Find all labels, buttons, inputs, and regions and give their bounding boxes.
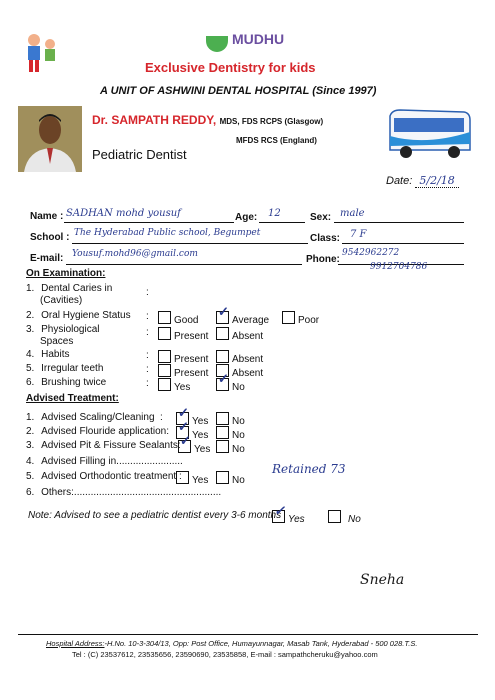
class-label: Class:	[310, 233, 341, 244]
exam-num: 6.	[26, 377, 35, 388]
checkbox[interactable]	[176, 471, 189, 484]
option-label: Good	[174, 315, 199, 326]
exam-label: Dental Caries in	[41, 283, 113, 294]
checkbox[interactable]	[216, 412, 229, 425]
option-label: Absent	[232, 368, 264, 379]
option-label: No	[232, 416, 245, 427]
checkbox-checked[interactable]	[178, 440, 191, 453]
treatment-item-5	[26, 471, 182, 483]
exam-num: 4.	[26, 349, 35, 360]
option-label: Present	[174, 354, 209, 365]
school-label: School :	[30, 232, 70, 243]
treatment-label: Advised Scaling/Cleaning	[41, 412, 155, 423]
brushing-no[interactable]	[216, 378, 245, 394]
recommendation-note	[28, 510, 281, 522]
option-label: Yes	[194, 444, 211, 455]
option-label: Poor	[298, 315, 320, 326]
footer-contact: Tel : (C) 23537612, 23535656, 23590690, 23535858, E-mail : sampathcheruku@yahoo.com	[72, 650, 378, 659]
email-label: E-mail:	[30, 253, 64, 264]
checkbox[interactable]	[282, 311, 295, 324]
bus-icon	[386, 106, 472, 160]
checkbox[interactable]	[216, 350, 229, 363]
checkbox[interactable]	[216, 471, 229, 484]
date-label: Date:	[386, 175, 413, 187]
option-label: Absent	[232, 331, 264, 342]
checkbox[interactable]	[328, 510, 341, 523]
specialty: Pediatric Dentist	[92, 147, 187, 162]
treatment-item-1	[26, 412, 155, 424]
option-label: Yes	[192, 475, 209, 486]
exam-item-3	[26, 324, 100, 336]
option-label: Present	[174, 331, 209, 342]
unit-title: A UNIT OF ASHWINI DENTAL HOSPITAL (Since 1997)	[100, 85, 377, 97]
address-text: -H.No. 10-3-304/13, Opp: Post Office, Humayunnagar, Masab Tank, Hyderabad - 500 028.T.S.	[104, 639, 418, 648]
exam-num: 3.	[26, 324, 35, 335]
footer-divider	[18, 634, 478, 635]
treatment-label: Advised Pit & Fissure Sealants:	[41, 440, 181, 451]
ortho-no[interactable]	[216, 471, 245, 487]
name-value[interactable]: SADHAN mohd yousuf	[66, 208, 181, 219]
checkbox-checked[interactable]	[216, 378, 229, 391]
exam-label: Oral Hygiene Status	[41, 310, 131, 321]
checkbox[interactable]	[216, 327, 229, 340]
exam-item-2	[26, 310, 131, 322]
tagline: Exclusive Dentistry for kids	[145, 60, 316, 75]
exam-colon: :	[146, 378, 149, 389]
sex-label: Sex:	[310, 212, 332, 223]
school-value[interactable]: The Hyderabad Public school, Begumpet	[74, 228, 261, 238]
class-value[interactable]: 7 F	[350, 229, 367, 240]
checkbox[interactable]	[158, 327, 171, 340]
exam-item-1	[26, 283, 112, 295]
exam-colon: :	[146, 327, 149, 338]
exam-colon: :	[146, 287, 149, 298]
checkbox[interactable]	[158, 364, 171, 377]
phone-value-2[interactable]: 9912704786	[370, 262, 428, 272]
option-label: Average	[232, 315, 270, 326]
note-text: Note: Advised to see a pediatric dentist every 3-6 months	[28, 510, 282, 521]
treatment-num: 4.	[26, 456, 35, 467]
doctor-photo	[18, 106, 82, 172]
date-value[interactable]: 5/2/18	[415, 174, 458, 188]
exam-num: 5.	[26, 363, 35, 374]
checkbox-checked[interactable]	[272, 510, 285, 523]
treatment-num: 6.	[26, 487, 35, 498]
checkbox-checked[interactable]	[216, 311, 229, 324]
examination-heading: On Examination:	[26, 268, 106, 279]
oral-hygiene-good[interactable]	[158, 311, 198, 327]
treatment-num: 2.	[26, 426, 35, 437]
exam-item-4	[26, 349, 69, 361]
option-label: No	[232, 444, 245, 455]
exam-num: 2.	[26, 310, 35, 321]
treatment-label: Others:.....................................................	[41, 487, 222, 498]
checkbox[interactable]	[158, 311, 171, 324]
ortho-yes[interactable]	[176, 471, 208, 487]
email-value[interactable]: Yousuf.mohd96@gmail.com	[72, 249, 198, 259]
sealants-yes[interactable]	[178, 440, 210, 456]
spaces-absent[interactable]	[216, 327, 263, 343]
sex-value[interactable]: male	[340, 208, 365, 219]
age-value[interactable]: 12	[268, 208, 281, 219]
exam-label: Habits	[41, 349, 70, 360]
name-label: Name :	[30, 211, 64, 222]
logo-partial-text: MUDHU	[232, 34, 285, 47]
checkbox[interactable]	[158, 350, 171, 363]
treatment-item-3	[26, 440, 181, 452]
option-label: Yes	[288, 514, 305, 525]
treatment-label: Advised Orthodontic treatment :	[41, 471, 182, 482]
spaces-present[interactable]	[158, 327, 208, 343]
note-no[interactable]	[328, 510, 361, 526]
option-label: No	[232, 382, 245, 393]
globe-icon	[206, 36, 228, 52]
option-label: No	[348, 514, 361, 525]
doctor-name-text: Dr. SAMPATH REDDY,	[92, 113, 217, 127]
treatment-num: 1.	[26, 412, 35, 423]
checkbox[interactable]	[216, 426, 229, 439]
exam-colon: :	[146, 350, 149, 361]
option-label: Yes	[174, 382, 191, 393]
doctor-qual1: MDS, FDS RCPS (Glasgow)	[219, 117, 324, 126]
treatment-heading: Advised Treatment:	[26, 393, 119, 404]
exam-item-5	[26, 363, 103, 375]
phone-label: Phone:	[306, 254, 340, 265]
brushing-yes[interactable]	[158, 378, 190, 394]
phone-value-1[interactable]: 9542962272	[342, 248, 400, 258]
treatment-num: 5.	[26, 471, 35, 482]
handwritten-note: Retained 73	[272, 462, 346, 476]
age-label: Age:	[235, 212, 258, 223]
option-label: No	[232, 475, 245, 486]
exam-colon: :	[146, 311, 149, 322]
exam-label: Physiological	[41, 324, 100, 335]
treatment-num: 3.	[26, 440, 35, 451]
checkbox[interactable]	[216, 440, 229, 453]
oral-hygiene-poor[interactable]	[282, 311, 319, 327]
exam-num: 1.	[26, 283, 35, 294]
exam-item-3-sub: Spaces	[40, 336, 74, 347]
checkbox[interactable]	[158, 378, 171, 391]
footer-address	[46, 639, 417, 648]
oral-hygiene-average[interactable]	[216, 311, 269, 327]
treatment-label: Advised Flouride application:	[41, 426, 169, 437]
option-label: No	[232, 430, 245, 441]
exam-item-1-sub: (Cavities)	[40, 295, 83, 306]
exam-item-6	[26, 377, 106, 389]
signature: Sneha	[360, 572, 405, 588]
option-label: Yes	[192, 416, 209, 427]
address-label: Hospital Address:	[46, 639, 105, 648]
doctor-name	[92, 113, 323, 127]
treatment-item-4	[26, 456, 183, 468]
sealants-no[interactable]	[216, 440, 245, 456]
kids-logo-graphic	[20, 30, 60, 74]
exam-label: Brushing twice	[41, 377, 107, 388]
date-field	[386, 174, 459, 187]
option-label: Absent	[232, 354, 264, 365]
treatment-item-6	[26, 487, 221, 499]
treatment-item-2	[26, 426, 169, 438]
doctor-qual2: MFDS RCS (England)	[236, 136, 317, 145]
treatment-colon: :	[160, 412, 163, 423]
treatment-label: Advised Filling in........................	[41, 456, 183, 467]
exam-label: Irregular teeth	[41, 363, 104, 374]
option-label: Present	[174, 368, 209, 379]
option-label: Yes	[192, 430, 209, 441]
exam-colon: :	[146, 364, 149, 375]
note-yes[interactable]	[272, 510, 305, 526]
